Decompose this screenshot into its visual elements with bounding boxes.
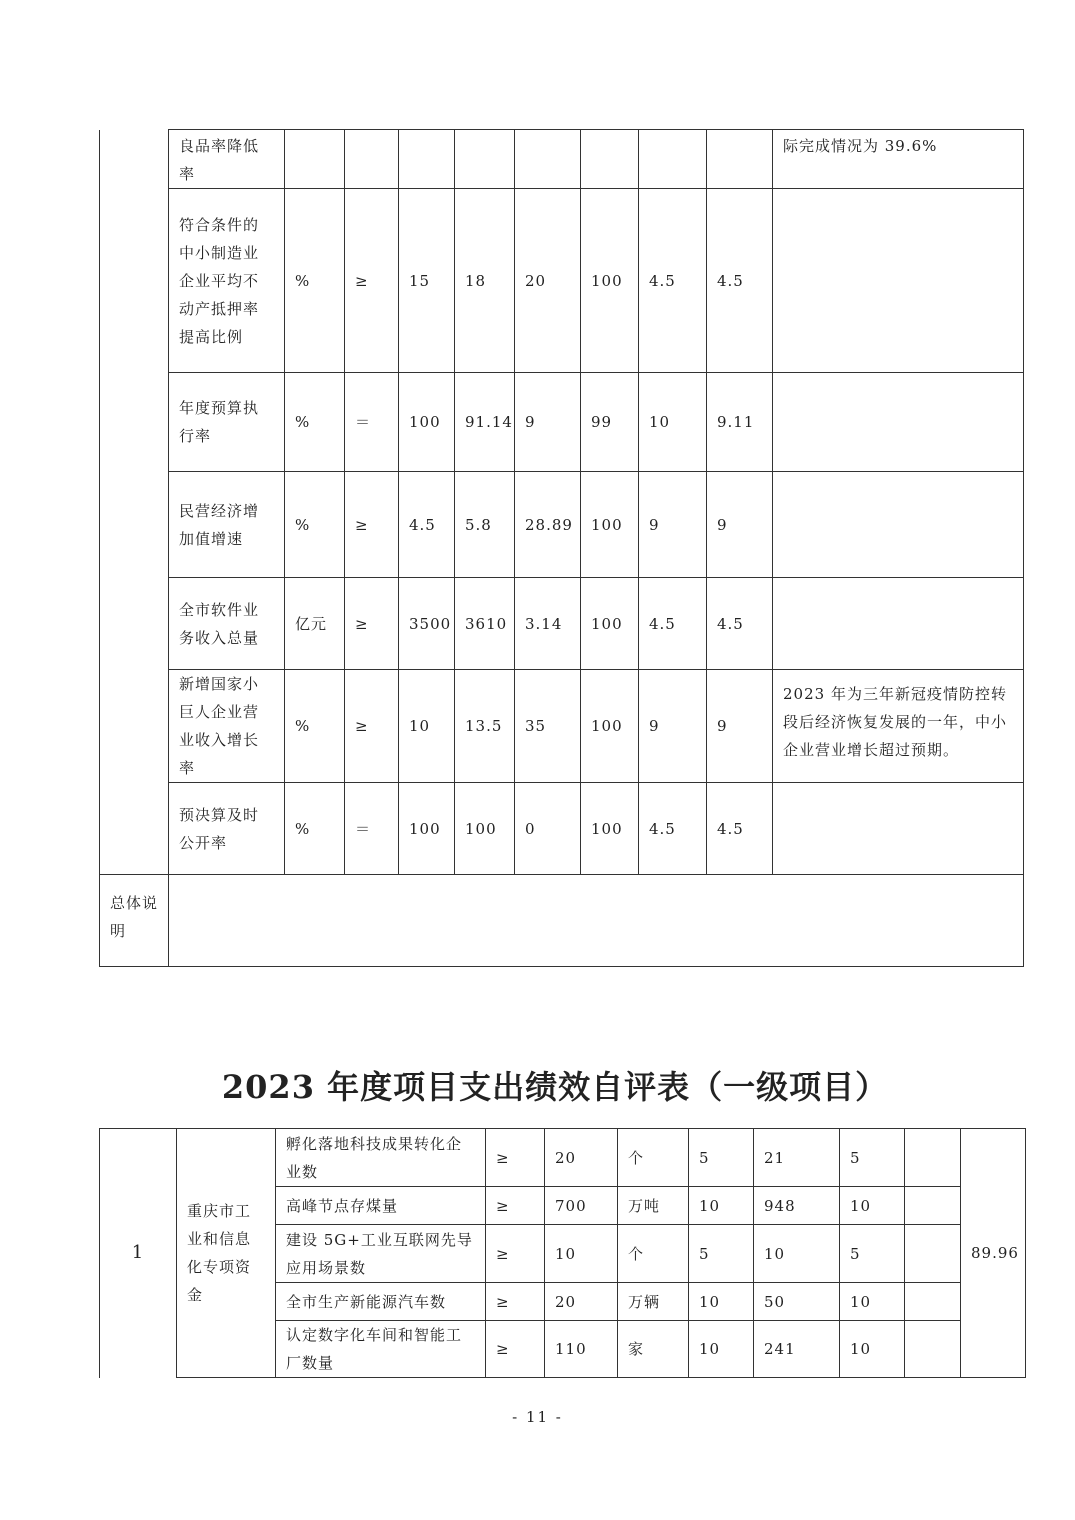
- cell-op: ≥: [486, 1321, 545, 1378]
- cell-actual: 100: [455, 783, 515, 875]
- cell-op: ≥: [345, 670, 399, 783]
- cell-unit: %: [285, 189, 345, 373]
- cell-extra: [905, 1321, 961, 1378]
- cell-score: 10: [840, 1321, 905, 1378]
- table-row: [100, 130, 1024, 189]
- cell-note: [773, 189, 1024, 373]
- cell-op: ≥: [486, 1187, 545, 1225]
- indicator-category-cell: [100, 472, 169, 578]
- cell-target: 110: [545, 1321, 618, 1378]
- cell-weight: 10: [689, 1321, 754, 1378]
- cell-score-rate: 100: [581, 472, 639, 578]
- cell-unit: 个: [618, 1225, 689, 1283]
- cell-score: 4.5: [707, 189, 773, 373]
- cell-rate: 20: [515, 189, 581, 373]
- table-row: [100, 373, 1024, 472]
- cell-name: 认定数字化车间和智能工厂数量: [276, 1321, 486, 1378]
- cell-score-rate: 100: [581, 670, 639, 783]
- project-rows: [100, 1129, 1026, 1378]
- project-index: 1: [100, 1129, 177, 1378]
- cell-target: 700: [545, 1187, 618, 1225]
- cell-weight: 5: [689, 1129, 754, 1187]
- cell-actual: [455, 130, 515, 189]
- cell-weight: 4.5: [639, 189, 707, 373]
- cell-actual: 50: [754, 1283, 840, 1321]
- indicator-category-cell: [100, 373, 169, 472]
- indicator-category-cell: [100, 578, 169, 670]
- cell-note: [773, 783, 1024, 875]
- cell-name: 高峰节点存煤量: [276, 1187, 486, 1225]
- cell-actual: 18: [455, 189, 515, 373]
- cell-target: 100: [399, 783, 455, 875]
- cell-rate: 0: [515, 783, 581, 875]
- total-score: 89.96: [961, 1129, 1026, 1378]
- cell-name: 孵化落地科技成果转化企业数: [276, 1129, 486, 1187]
- cell-score-rate: 100: [581, 578, 639, 670]
- project-name: 重庆市工业和信息化专项资金: [177, 1129, 276, 1378]
- cell-name: 年度预算执行率: [169, 373, 285, 472]
- cell-weight: 10: [689, 1283, 754, 1321]
- cell-score: 9: [707, 472, 773, 578]
- cell-unit: %: [285, 783, 345, 875]
- cell-rate: 28.89: [515, 472, 581, 578]
- cell-weight: 9: [639, 472, 707, 578]
- indicator-category-cell: [100, 670, 169, 783]
- table-row: [100, 472, 1024, 578]
- cell-unit: %: [285, 670, 345, 783]
- cell-target: [399, 130, 455, 189]
- cell-name: 民营经济增加值增速: [169, 472, 285, 578]
- table-row: [100, 670, 1024, 783]
- cell-name: 全市软件业务收入总量: [169, 578, 285, 670]
- cell-op: ≥: [345, 578, 399, 670]
- table-row: [100, 783, 1024, 875]
- cell-score: 10: [840, 1283, 905, 1321]
- cell-actual: 3610: [455, 578, 515, 670]
- cell-unit: %: [285, 472, 345, 578]
- cell-name: 预决算及时公开率: [169, 783, 285, 875]
- cell-actual: 91.14: [455, 373, 515, 472]
- cell-op: ≥: [345, 189, 399, 373]
- summary-text: [169, 875, 1024, 967]
- cell-note: [773, 373, 1024, 472]
- cell-unit: 亿元: [285, 578, 345, 670]
- cell-name: 建设 5G+工业互联网先导应用场景数: [276, 1225, 486, 1283]
- cell-actual: 948: [754, 1187, 840, 1225]
- cell-target: 4.5: [399, 472, 455, 578]
- cell-unit: %: [285, 373, 345, 472]
- cell-op: ＝: [345, 373, 399, 472]
- cell-op: ≥: [345, 472, 399, 578]
- cell-score-rate: 99: [581, 373, 639, 472]
- cell-actual: 13.5: [455, 670, 515, 783]
- summary-row: [100, 875, 1024, 967]
- indicator-category-cell: [100, 189, 169, 373]
- cell-actual: 241: [754, 1321, 840, 1378]
- cell-rate: 9: [515, 373, 581, 472]
- cell-score-rate: 100: [581, 189, 639, 373]
- cell-unit: [285, 130, 345, 189]
- cell-note: 2023 年为三年新冠疫情防控转段后经济恢复发展的一年，中小企业营业增长超过预期。: [773, 670, 1024, 783]
- cell-target: 15: [399, 189, 455, 373]
- cell-name: 全市生产新能源汽车数: [276, 1283, 486, 1321]
- indicator-category-cell: [100, 783, 169, 875]
- summary-label: 总体说明: [100, 875, 169, 967]
- cell-target: 10: [545, 1225, 618, 1283]
- cell-extra: [905, 1129, 961, 1187]
- cell-target: 20: [545, 1129, 618, 1187]
- table-row: [100, 1129, 1026, 1187]
- cell-score: 4.5: [707, 578, 773, 670]
- cell-rate: [515, 130, 581, 189]
- cell-score: 5: [840, 1225, 905, 1283]
- cell-op: ≥: [486, 1225, 545, 1283]
- cell-actual: 5.8: [455, 472, 515, 578]
- cell-score-rate: 100: [581, 783, 639, 875]
- cell-rate: 35: [515, 670, 581, 783]
- project-self-evaluation-table: [99, 1128, 1026, 1378]
- cell-target: 100: [399, 373, 455, 472]
- cell-weight: 4.5: [639, 578, 707, 670]
- cell-target: 20: [545, 1283, 618, 1321]
- cell-op: ≥: [486, 1283, 545, 1321]
- cell-score: 5: [840, 1129, 905, 1187]
- cell-name: 新增国家小巨人企业营业收入增长率: [169, 670, 285, 783]
- cell-score: [707, 130, 773, 189]
- performance-indicator-table: [99, 129, 1024, 967]
- cell-unit: 万辆: [618, 1283, 689, 1321]
- cell-unit: 万吨: [618, 1187, 689, 1225]
- cell-target: 3500: [399, 578, 455, 670]
- cell-note: [773, 578, 1024, 670]
- cell-score: 9: [707, 670, 773, 783]
- cell-weight: 10: [689, 1187, 754, 1225]
- cell-weight: 5: [689, 1225, 754, 1283]
- cell-weight: 9: [639, 670, 707, 783]
- cell-op: [345, 130, 399, 189]
- cell-weight: [639, 130, 707, 189]
- cell-op: ≥: [486, 1129, 545, 1187]
- cell-note: [773, 472, 1024, 578]
- cell-weight: 4.5: [639, 783, 707, 875]
- cell-target: 10: [399, 670, 455, 783]
- indicator-category-cell: [100, 130, 169, 189]
- page-title: 2023 年度项目支出绩效自评表（一级项目）: [221, 1068, 889, 1106]
- cell-score: 10: [840, 1187, 905, 1225]
- cell-note: 际完成情况为 39.6%: [773, 130, 1024, 189]
- cell-score: 9.11: [707, 373, 773, 472]
- cell-actual: 10: [754, 1225, 840, 1283]
- indicator-rows: [100, 130, 1024, 967]
- cell-actual: 21: [754, 1129, 840, 1187]
- cell-extra: [905, 1283, 961, 1321]
- cell-extra: [905, 1187, 961, 1225]
- cell-extra: [905, 1225, 961, 1283]
- cell-score: 4.5: [707, 783, 773, 875]
- table-row: [100, 189, 1024, 373]
- cell-name: 良品率降低率: [169, 130, 285, 189]
- cell-op: ＝: [345, 783, 399, 875]
- table-row: [100, 578, 1024, 670]
- cell-unit: 家: [618, 1321, 689, 1378]
- cell-rate: 3.14: [515, 578, 581, 670]
- cell-score-rate: [581, 130, 639, 189]
- cell-weight: 10: [639, 373, 707, 472]
- cell-unit: 个: [618, 1129, 689, 1187]
- page-number: - 11 -: [512, 1408, 563, 1426]
- cell-name: 符合条件的中小制造业企业平均不动产抵押率提高比例: [169, 189, 285, 373]
